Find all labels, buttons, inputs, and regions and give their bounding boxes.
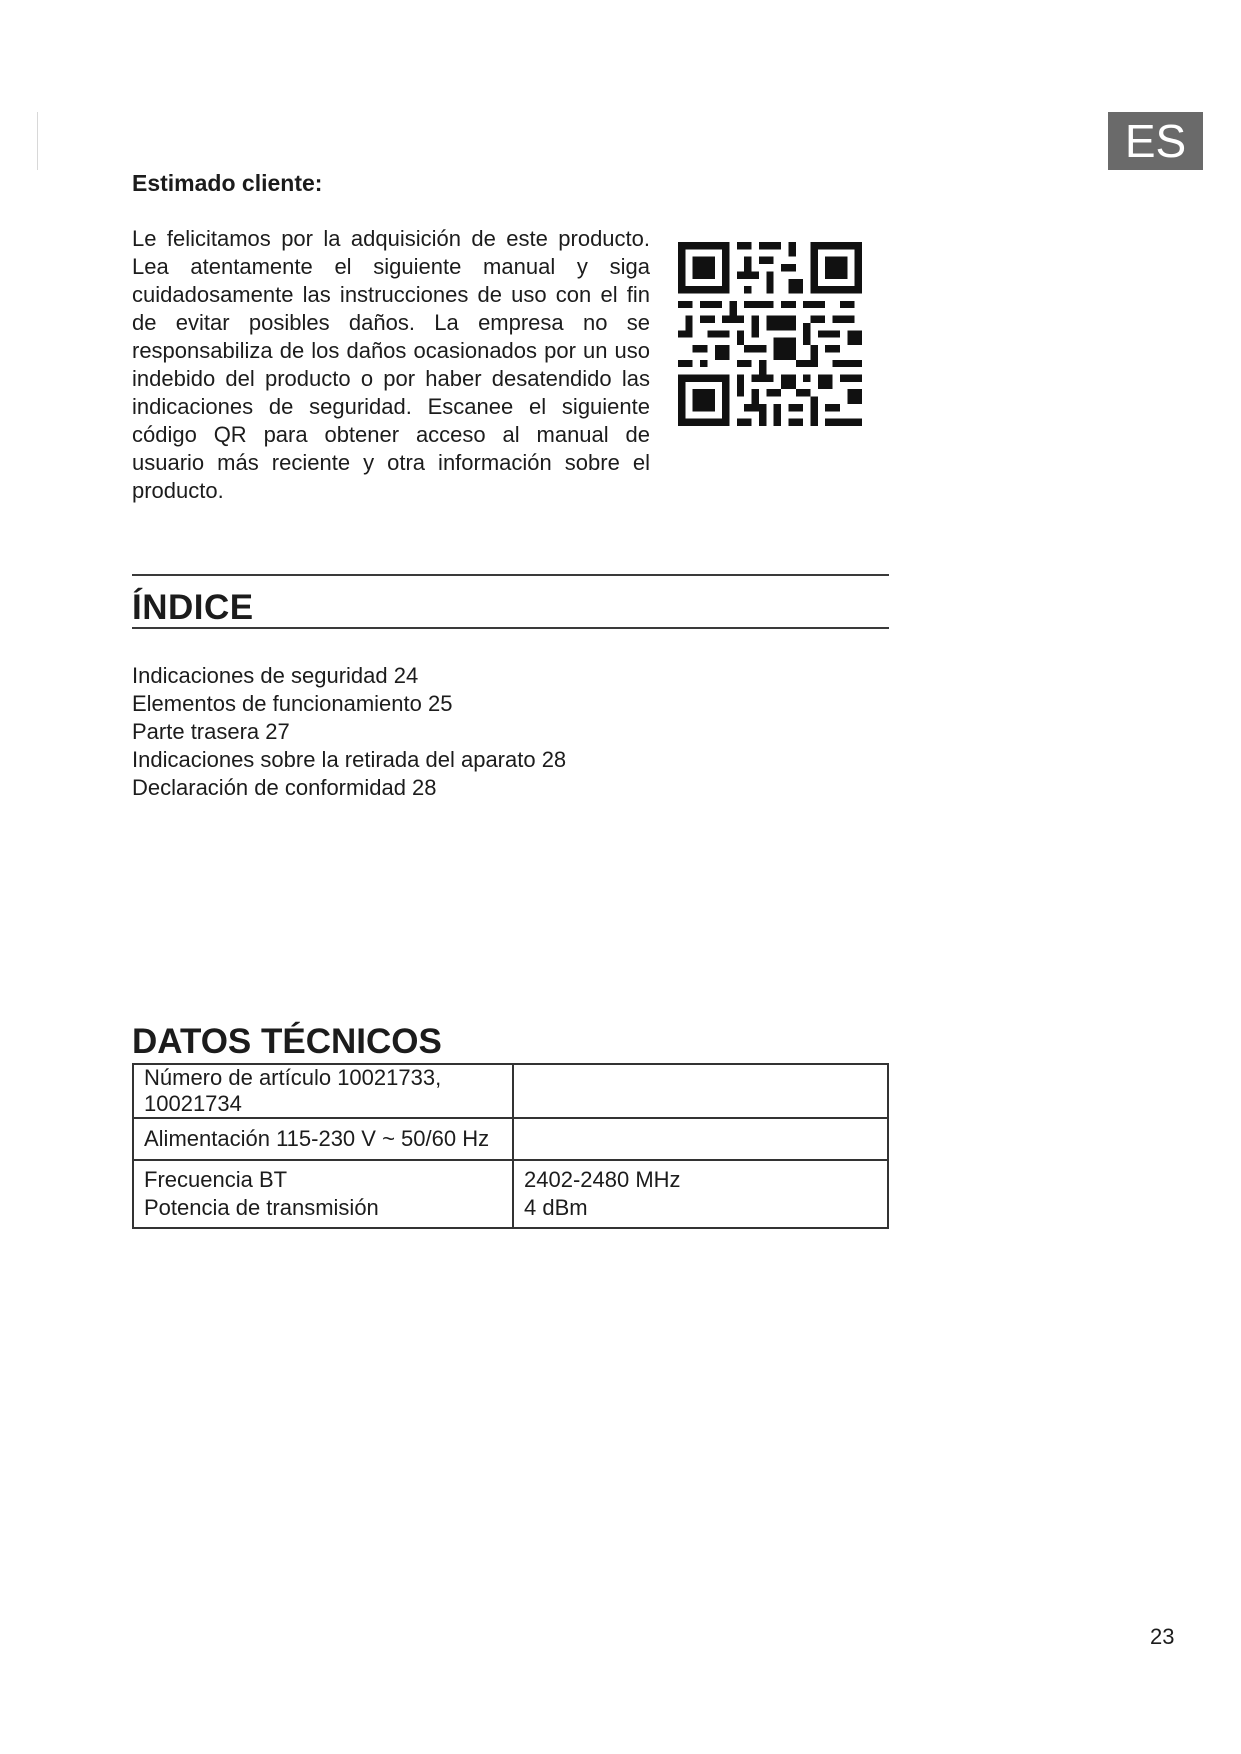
table-cell: [513, 1064, 888, 1118]
table-cell: Alimentación 115-230 V ~ 50/60 Hz: [133, 1118, 513, 1160]
tech-data-heading: DATOS TÉCNICOS: [132, 1022, 442, 1061]
greeting: Estimado cliente:: [132, 170, 323, 196]
spec-label: Frecuencia BT: [144, 1167, 288, 1192]
index-rule-bottom: [132, 627, 889, 629]
index-item: Parte trasera 27: [132, 719, 290, 744]
spec-label: Potencia de transmisión: [144, 1195, 379, 1220]
index-list: [132, 662, 566, 802]
index-heading: ÍNDICE: [132, 588, 254, 627]
index-item: Indicaciones de seguridad 24: [132, 663, 419, 688]
index-item: Elementos de funcionamiento 25: [132, 691, 453, 716]
page-number: 23: [1150, 1624, 1175, 1649]
qr-code-icon: [678, 242, 862, 426]
tech-data-table: [132, 1063, 889, 1229]
table-row: [133, 1160, 888, 1228]
index-item: Declaración de conformidad 28: [132, 775, 437, 800]
table-cell: Número de artículo 10021733, 10021734: [133, 1064, 513, 1118]
table-cell: [513, 1118, 888, 1160]
table-row: [133, 1064, 888, 1118]
table-cell: [133, 1160, 513, 1228]
spec-value: 4 dBm: [524, 1195, 588, 1220]
language-tab: ES: [1108, 112, 1203, 170]
index-item: Indicaciones sobre la retirada del aparato 28: [132, 747, 567, 772]
table-row: [133, 1118, 888, 1160]
table-cell: [513, 1160, 888, 1228]
index-rule-top: [132, 574, 889, 576]
spec-value: 2402-2480 MHz: [524, 1167, 681, 1192]
margin-line: [37, 112, 38, 170]
intro-paragraph: Le felicitamos por la adquisición de este producto. Lea atentamente el siguiente manual y siga cuidadosamente las instrucciones de uso con el fin de evitar posibles daños. La empresa no se responsabiliza de los daños ocasionados por un uso indebido del producto o por haber desatendido las indicaciones de seguridad. Escanee el siguiente código QR para obtener acceso al manual de usuario más reciente y otra información sobre el producto.: [132, 226, 650, 503]
